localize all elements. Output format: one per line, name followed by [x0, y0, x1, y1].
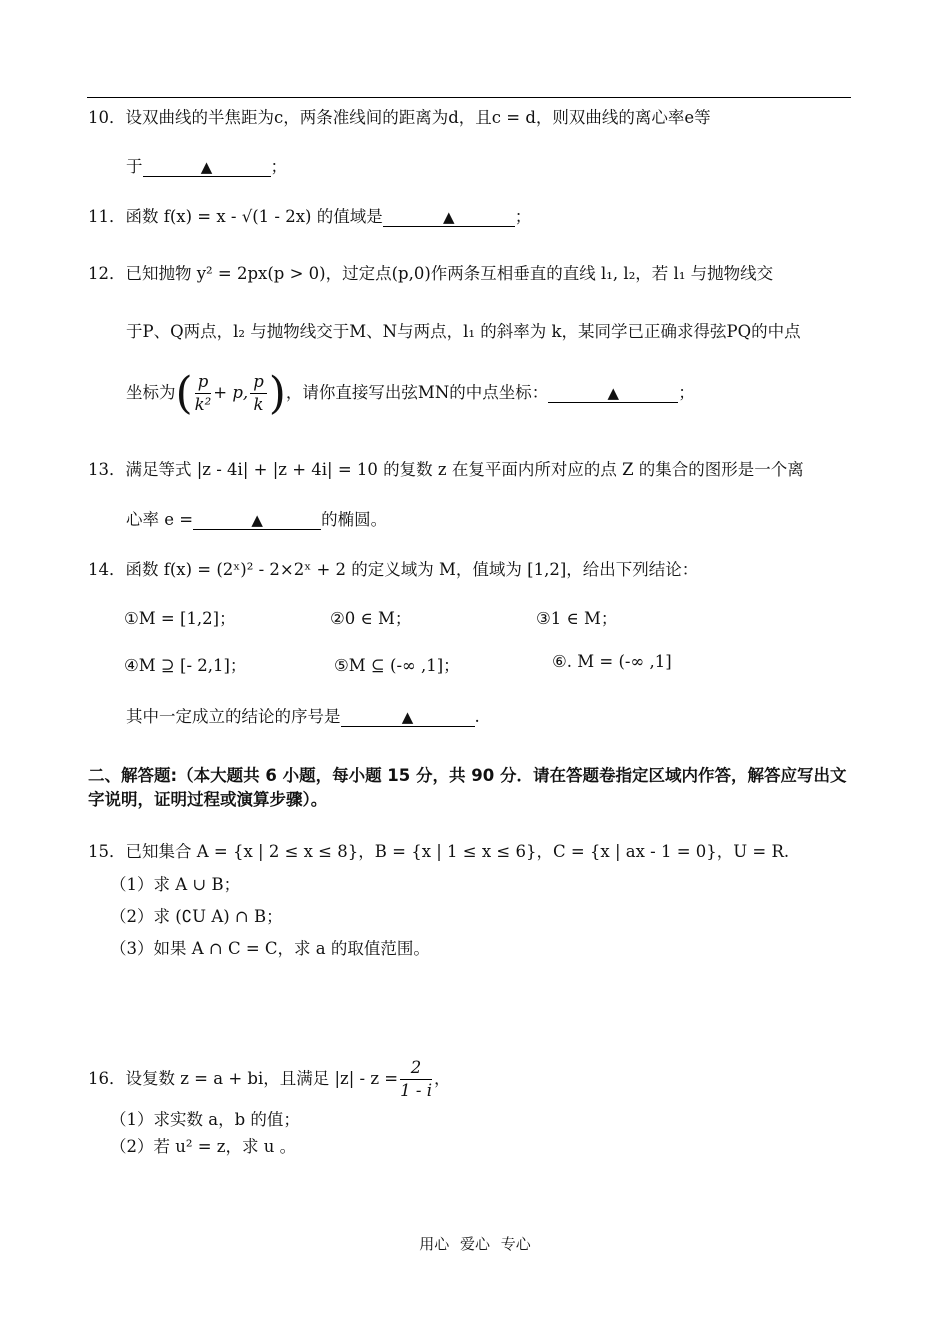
problem-10-prefix: 于 [126, 157, 143, 176]
problem-10-line1: 10．设双曲线的半焦距为c，两条准线间的距离为d，且c = d，则双曲线的离心率e等 [88, 108, 711, 127]
problem-11 [88, 203, 531, 227]
option-1: ①M = [1,2]； [124, 609, 236, 628]
blank-marker: ▲ [607, 384, 620, 402]
page-footer: 用心 爱心 专心 [419, 1235, 531, 1253]
problem-13-prefix: 心率 e = [126, 510, 194, 529]
top-rule [87, 97, 851, 98]
option-6: ⑥. M = (-∞ ,1] [552, 652, 672, 671]
fraction-2-over-1-minus-i: $\frac{2}{1 - i}$ [400, 1058, 432, 1100]
fraction-p-over-k: $\frac{p}{k}$ [250, 371, 267, 416]
problem-11-text: 11．函数 f(x) = x - √(1 - 2x) 的值域是 [88, 207, 383, 226]
answer-blank-12 [548, 384, 678, 403]
problem-16-prefix: 16．设复数 z = a + bi，且满足 |z| - z = [88, 1069, 399, 1088]
problem-16-q2: （2）若 u² = z，求 u 。 [110, 1137, 297, 1156]
problem-15-q1: （1）求 A ∪ B； [110, 875, 241, 894]
problem-15-q2: （2）求 (∁U A) ∩ B； [110, 907, 283, 926]
option-5: ⑤M ⊆ (-∞ ,1]； [334, 656, 460, 675]
blank-marker: ▲ [442, 208, 455, 226]
option-2: ②0 ∈ M； [330, 609, 412, 628]
problem-16-stem [88, 1057, 450, 1102]
blank-marker: ▲ [200, 158, 213, 176]
section-heading: 二、解答题:（本大题共 6 小题，每小题 15 分，共 90 分．请在答题卷指定区域内作答，解答应写出文字说明，证明过程或演算步骤）。 [88, 766, 847, 809]
answer-blank-14 [341, 708, 475, 727]
problem-12-prefix: 坐标为 [126, 383, 176, 402]
option-3: ③1 ∈ M； [536, 609, 618, 628]
problem-11-suffix: ； [514, 207, 532, 226]
problem-14-line1: 14．函数 f(x) = (2ˣ)² - 2×2ˣ + 2 的定义域为 M，值域为 [1,2]，给出下列结论： [88, 560, 699, 579]
answer-blank-13 [193, 511, 321, 530]
problem-15-stem: 15．已知集合 A = {x | 2 ≤ x ≤ 8}，B = {x | 1 ≤ x ≤ 6}，C = {x | ax - 1 = 0}，U = R. [88, 842, 790, 861]
problem-12-line3: 坐标为( $\frac{p}{\text{k²}}$ + p, $\frac{p}{k}$ )，请你直接写出弦MN的中点坐标： ▲ ； [126, 368, 695, 419]
problem-10-suffix: ； [270, 157, 287, 176]
problem-14-prefix: 其中一定成立的结论的序号是 [126, 707, 341, 726]
problem-16-suffix: ， [433, 1069, 451, 1088]
problem-16-q1: （1）求实数 a，b 的值； [110, 1110, 300, 1129]
problem-13-line2 [126, 506, 387, 530]
blank-marker: ▲ [251, 511, 263, 529]
blank-marker: ▲ [401, 708, 414, 726]
answer-blank-10 [143, 158, 271, 177]
problem-12-suffix: ； [678, 383, 695, 402]
problem-14-conclusion [126, 703, 480, 727]
problem-14-suffix: . [474, 707, 480, 726]
problem-12-line1: 12．已知抛物 y² = 2px(p > 0)，过定点(p,0)作两条互相垂直的直线 l₁, l₂，若 l₁ 与抛物线交 [88, 264, 774, 283]
problem-13-line1: 13．满足等式 |z - 4i| + |z + 4i| = 10 的复数 z 在复平面内所对应的点 Z 的集合的图形是一个离 [88, 460, 804, 479]
problem-12-line2: 于P、Q两点，l₂ 与抛物线交于M、N与两点，l₁ 的斜率为 k，某同学已正确求得弦PQ的中点 [126, 322, 801, 341]
answer-blank-11 [383, 208, 515, 227]
problem-15-q3: （3）如果 A ∩ C = C，求 a 的取值范围。 [110, 939, 430, 958]
problem-12-middle: ，请你直接写出弦MN的中点坐标： [285, 383, 549, 402]
option-4: ④M ⊇ [- 2,1]； [124, 656, 247, 675]
problem-13-suffix: 的椭圆。 [321, 510, 388, 529]
problem-10-line2 [126, 153, 287, 177]
fraction-p-over-k2: $\frac{p}{\text{k²}}$ [194, 372, 212, 414]
